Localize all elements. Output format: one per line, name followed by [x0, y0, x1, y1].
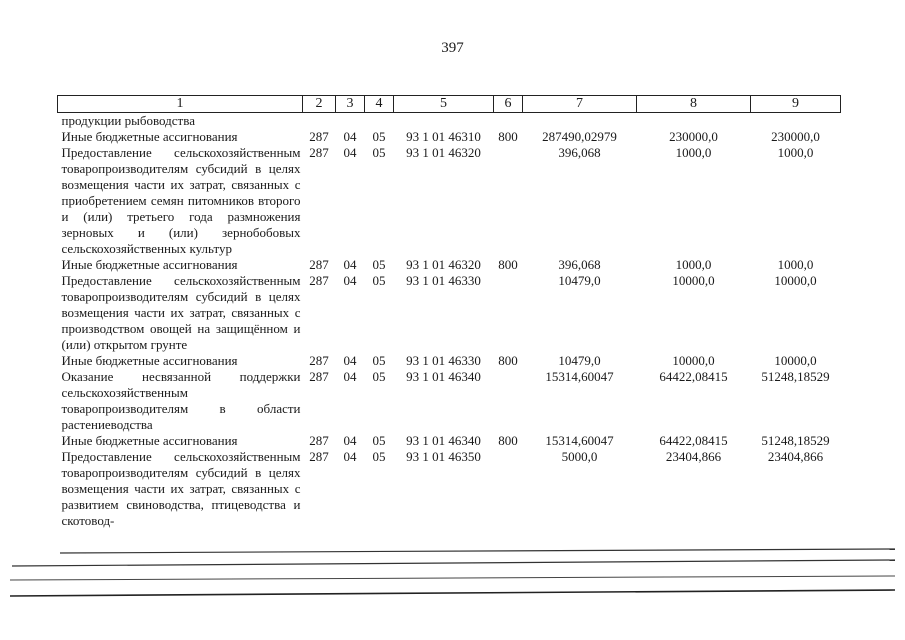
cell-section: 04: [343, 273, 357, 288]
cell-section: 04: [343, 257, 357, 272]
table-row: [58, 273, 841, 353]
cell-amount-7: 10479,0: [558, 273, 601, 288]
cell-amount-9: 10000,0: [774, 353, 817, 368]
cell-amount-7: [523, 113, 637, 130]
cell-amount-8: 10000,0: [672, 353, 715, 368]
row-description: Иные бюджетные ассигнования: [61, 257, 238, 272]
cell-target-article: [394, 113, 494, 130]
cell-chapter: 287: [309, 353, 329, 368]
cell-subsection: 05: [372, 273, 386, 288]
cell-amount-8: 64422,08415: [659, 369, 728, 384]
cell-chapter: 287: [309, 145, 329, 160]
cell-target-article: 93 1 01 46340: [406, 369, 481, 384]
cell-amount-9: 51248,18529: [761, 433, 830, 448]
row-description: Предоставление сельскохозяйственным товаропроизводителям субсидий в целях возмещения части их затрат, связанных с приобретением семян питомников второго и (или) третьего года размножения зерновых и (или) зернобобовых сельскохозяйственных культур: [61, 145, 301, 256]
cell-section: 04: [343, 369, 357, 384]
cell-expense-type: [494, 369, 523, 433]
cell-amount-9: 10000,0: [774, 273, 817, 288]
cell-subsection: 05: [372, 433, 386, 448]
cell-section: 04: [343, 129, 357, 144]
cell-subsection: 05: [372, 369, 386, 384]
cell-section: 04: [343, 433, 357, 448]
cell-target-article: 93 1 01 46350: [406, 449, 481, 464]
cell-chapter: 287: [309, 273, 329, 288]
cell-amount-8: 1000,0: [675, 145, 712, 160]
cell-amount-9: 1000,0: [777, 145, 814, 160]
cell-subsection: 05: [372, 257, 386, 272]
table-row: [58, 369, 841, 433]
row-description: Оказание несвязанной поддержки сельскохозяйственным товаропроизводителям в области растениеводства: [61, 369, 301, 432]
cell-amount-8: [637, 113, 751, 130]
cell-expense-type: 800: [498, 257, 518, 272]
column-header: 9: [751, 96, 841, 113]
cell-expense-type: [494, 273, 523, 353]
cell-target-article: 93 1 01 46320: [406, 257, 481, 272]
row-description: Иные бюджетные ассигнования: [61, 433, 238, 448]
cell-section: 04: [343, 449, 357, 464]
column-header: 8: [637, 96, 751, 113]
row-description: Предоставление сельскохозяйственным товаропроизводителям субсидий в целях возмещения части их затрат, связанных с развитием свиноводства, птицеводства и скотовод-: [61, 449, 301, 528]
artifact-line: [60, 549, 895, 553]
cell-subsection: 05: [372, 129, 386, 144]
artifact-line: [10, 576, 895, 580]
cell-amount-7: 396,068: [558, 145, 601, 160]
cell-amount-9: 230000,0: [771, 129, 820, 144]
cell-amount-8: 10000,0: [672, 273, 715, 288]
cell-amount-9: 51248,18529: [761, 369, 830, 384]
cell-target-article: 93 1 01 46330: [406, 353, 481, 368]
cell-expense-type: 800: [498, 129, 518, 144]
table-row: [58, 257, 841, 273]
cell-target-article: 93 1 01 46340: [406, 433, 481, 448]
cell-subsection: [365, 113, 394, 130]
cell-expense-type: [494, 145, 523, 257]
cell-amount-7: 15314,60047: [545, 433, 614, 448]
cell-section: 04: [343, 145, 357, 160]
cell-subsection: 05: [372, 449, 386, 464]
column-header: 1: [58, 96, 303, 113]
cell-chapter: 287: [309, 433, 329, 448]
cell-expense-type: [494, 113, 523, 130]
table-row: [58, 433, 841, 449]
cell-target-article: 93 1 01 46320: [406, 145, 481, 160]
artifact-line: [12, 560, 895, 566]
column-header: 3: [336, 96, 365, 113]
cell-expense-type: [494, 449, 523, 529]
row-description: продукции рыбоводства: [61, 113, 195, 128]
table-row: [58, 129, 841, 145]
row-description: Иные бюджетные ассигнования: [61, 353, 238, 368]
cell-amount-7: 396,068: [558, 257, 601, 272]
cell-target-article: 93 1 01 46330: [406, 273, 481, 288]
cell-amount-7: 15314,60047: [545, 369, 614, 384]
artifact-line: [10, 590, 895, 596]
table-header-row: [58, 96, 841, 113]
table-row: [58, 449, 841, 529]
cell-chapter: [303, 113, 336, 130]
column-header: 6: [494, 96, 523, 113]
cell-chapter: 287: [309, 369, 329, 384]
cell-subsection: 05: [372, 145, 386, 160]
cell-section: 04: [343, 353, 357, 368]
cell-amount-7: 287490,02979: [542, 129, 617, 144]
cell-chapter: 287: [309, 449, 329, 464]
cell-chapter: 287: [309, 129, 329, 144]
cell-amount-9: [751, 113, 841, 130]
cell-amount-7: 10479,0: [558, 353, 601, 368]
cell-subsection: 05: [372, 353, 386, 368]
table-row: [58, 353, 841, 369]
table-row: [58, 145, 841, 257]
cell-chapter: 287: [309, 257, 329, 272]
budget-table: [57, 95, 841, 529]
cell-target-article: 93 1 01 46310: [406, 129, 481, 144]
cell-amount-8: 64422,08415: [659, 433, 728, 448]
cell-amount-8: 23404,866: [665, 449, 722, 464]
cell-amount-8: 230000,0: [669, 129, 718, 144]
cell-amount-9: 23404,866: [767, 449, 824, 464]
row-description: Иные бюджетные ассигнования: [61, 129, 238, 144]
cell-section: [336, 113, 365, 130]
cell-amount-9: 1000,0: [777, 257, 814, 272]
cell-expense-type: 800: [498, 353, 518, 368]
column-header: 2: [303, 96, 336, 113]
cell-amount-7: 5000,0: [561, 449, 598, 464]
column-header: 7: [523, 96, 637, 113]
cell-amount-8: 1000,0: [675, 257, 712, 272]
page-number: 397: [441, 40, 464, 56]
column-header: 5: [394, 96, 494, 113]
cell-expense-type: 800: [498, 433, 518, 448]
row-description: Предоставление сельскохозяйственным товаропроизводителям субсидий в целях возмещения части их затрат, связанных с производством овощей на защищённом и (или) открытом грунте: [61, 273, 301, 352]
column-header: 4: [365, 96, 394, 113]
table-row: [58, 113, 841, 130]
